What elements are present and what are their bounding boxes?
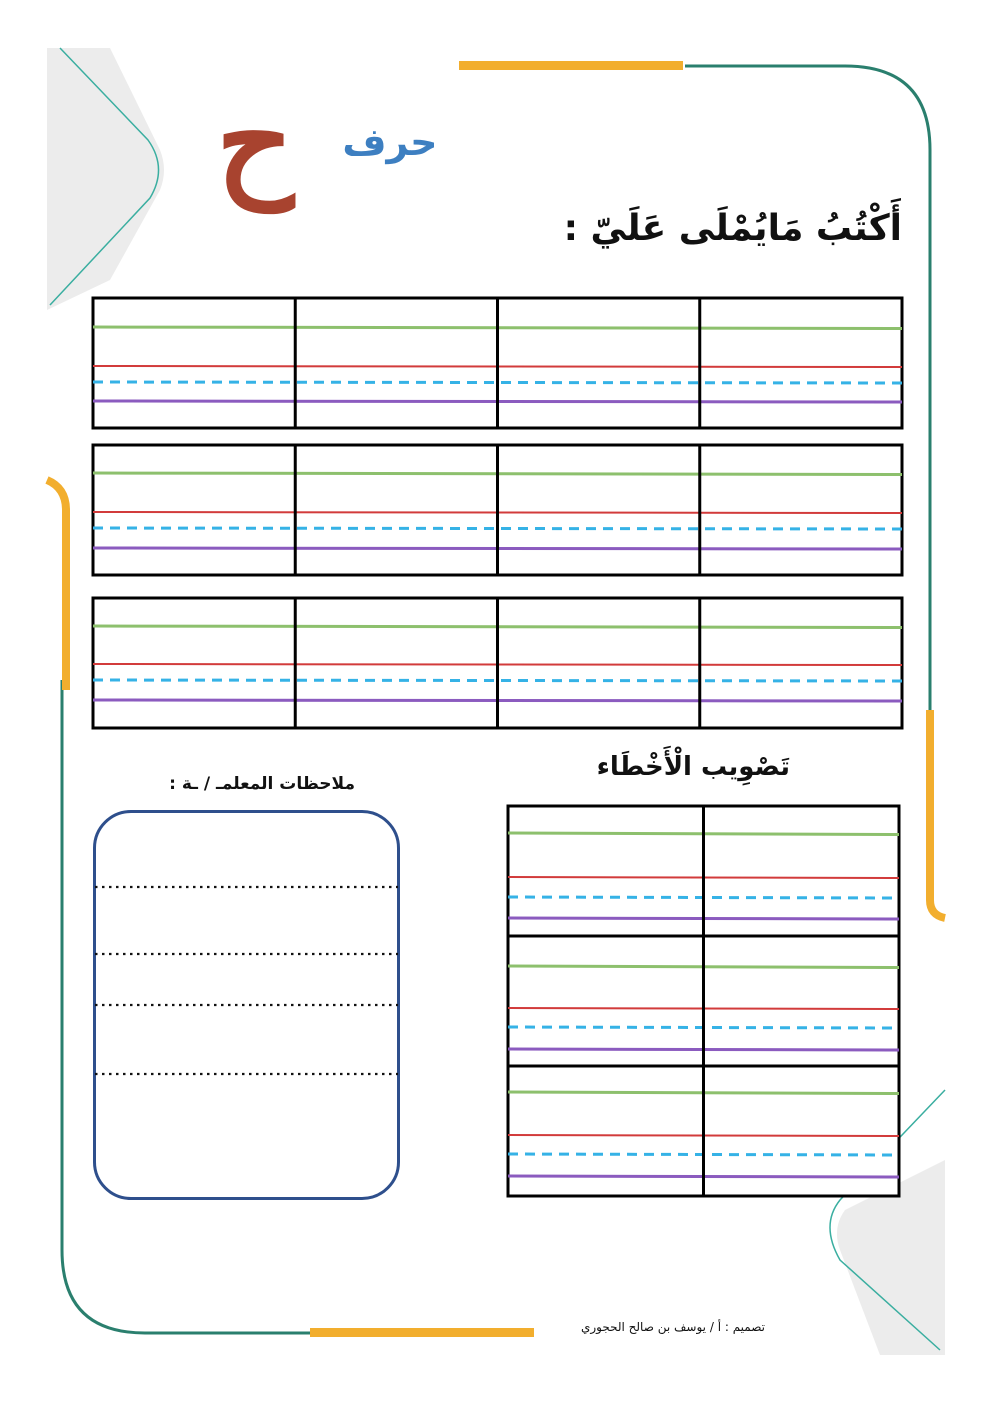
designer-credit: تصميم : أ / يوسف بن صالح الحجوري <box>580 1320 765 1334</box>
corrections-title: تَصْوِيب الْأَخْطَاء <box>596 752 790 782</box>
teacher-notes-title: ملاحظات المعلمـ / ـة : <box>169 774 355 794</box>
accent-bar-left <box>47 480 66 690</box>
letter-glyph: ح <box>216 71 294 212</box>
accent-bar-top <box>459 61 683 70</box>
accent-bar-right <box>930 710 945 918</box>
teacher-notes-box[interactable] <box>93 810 400 1200</box>
word-label: حرف <box>342 120 438 164</box>
corner-decoration-bottom-right <box>837 1160 945 1355</box>
corner-decoration-top-left <box>47 48 164 310</box>
instruction-title: أَكْتُبُ مَايُمْلَى عَلَيّ : <box>563 208 902 249</box>
frame-line-top-right <box>685 66 930 720</box>
accent-bar-bottom <box>310 1328 534 1337</box>
